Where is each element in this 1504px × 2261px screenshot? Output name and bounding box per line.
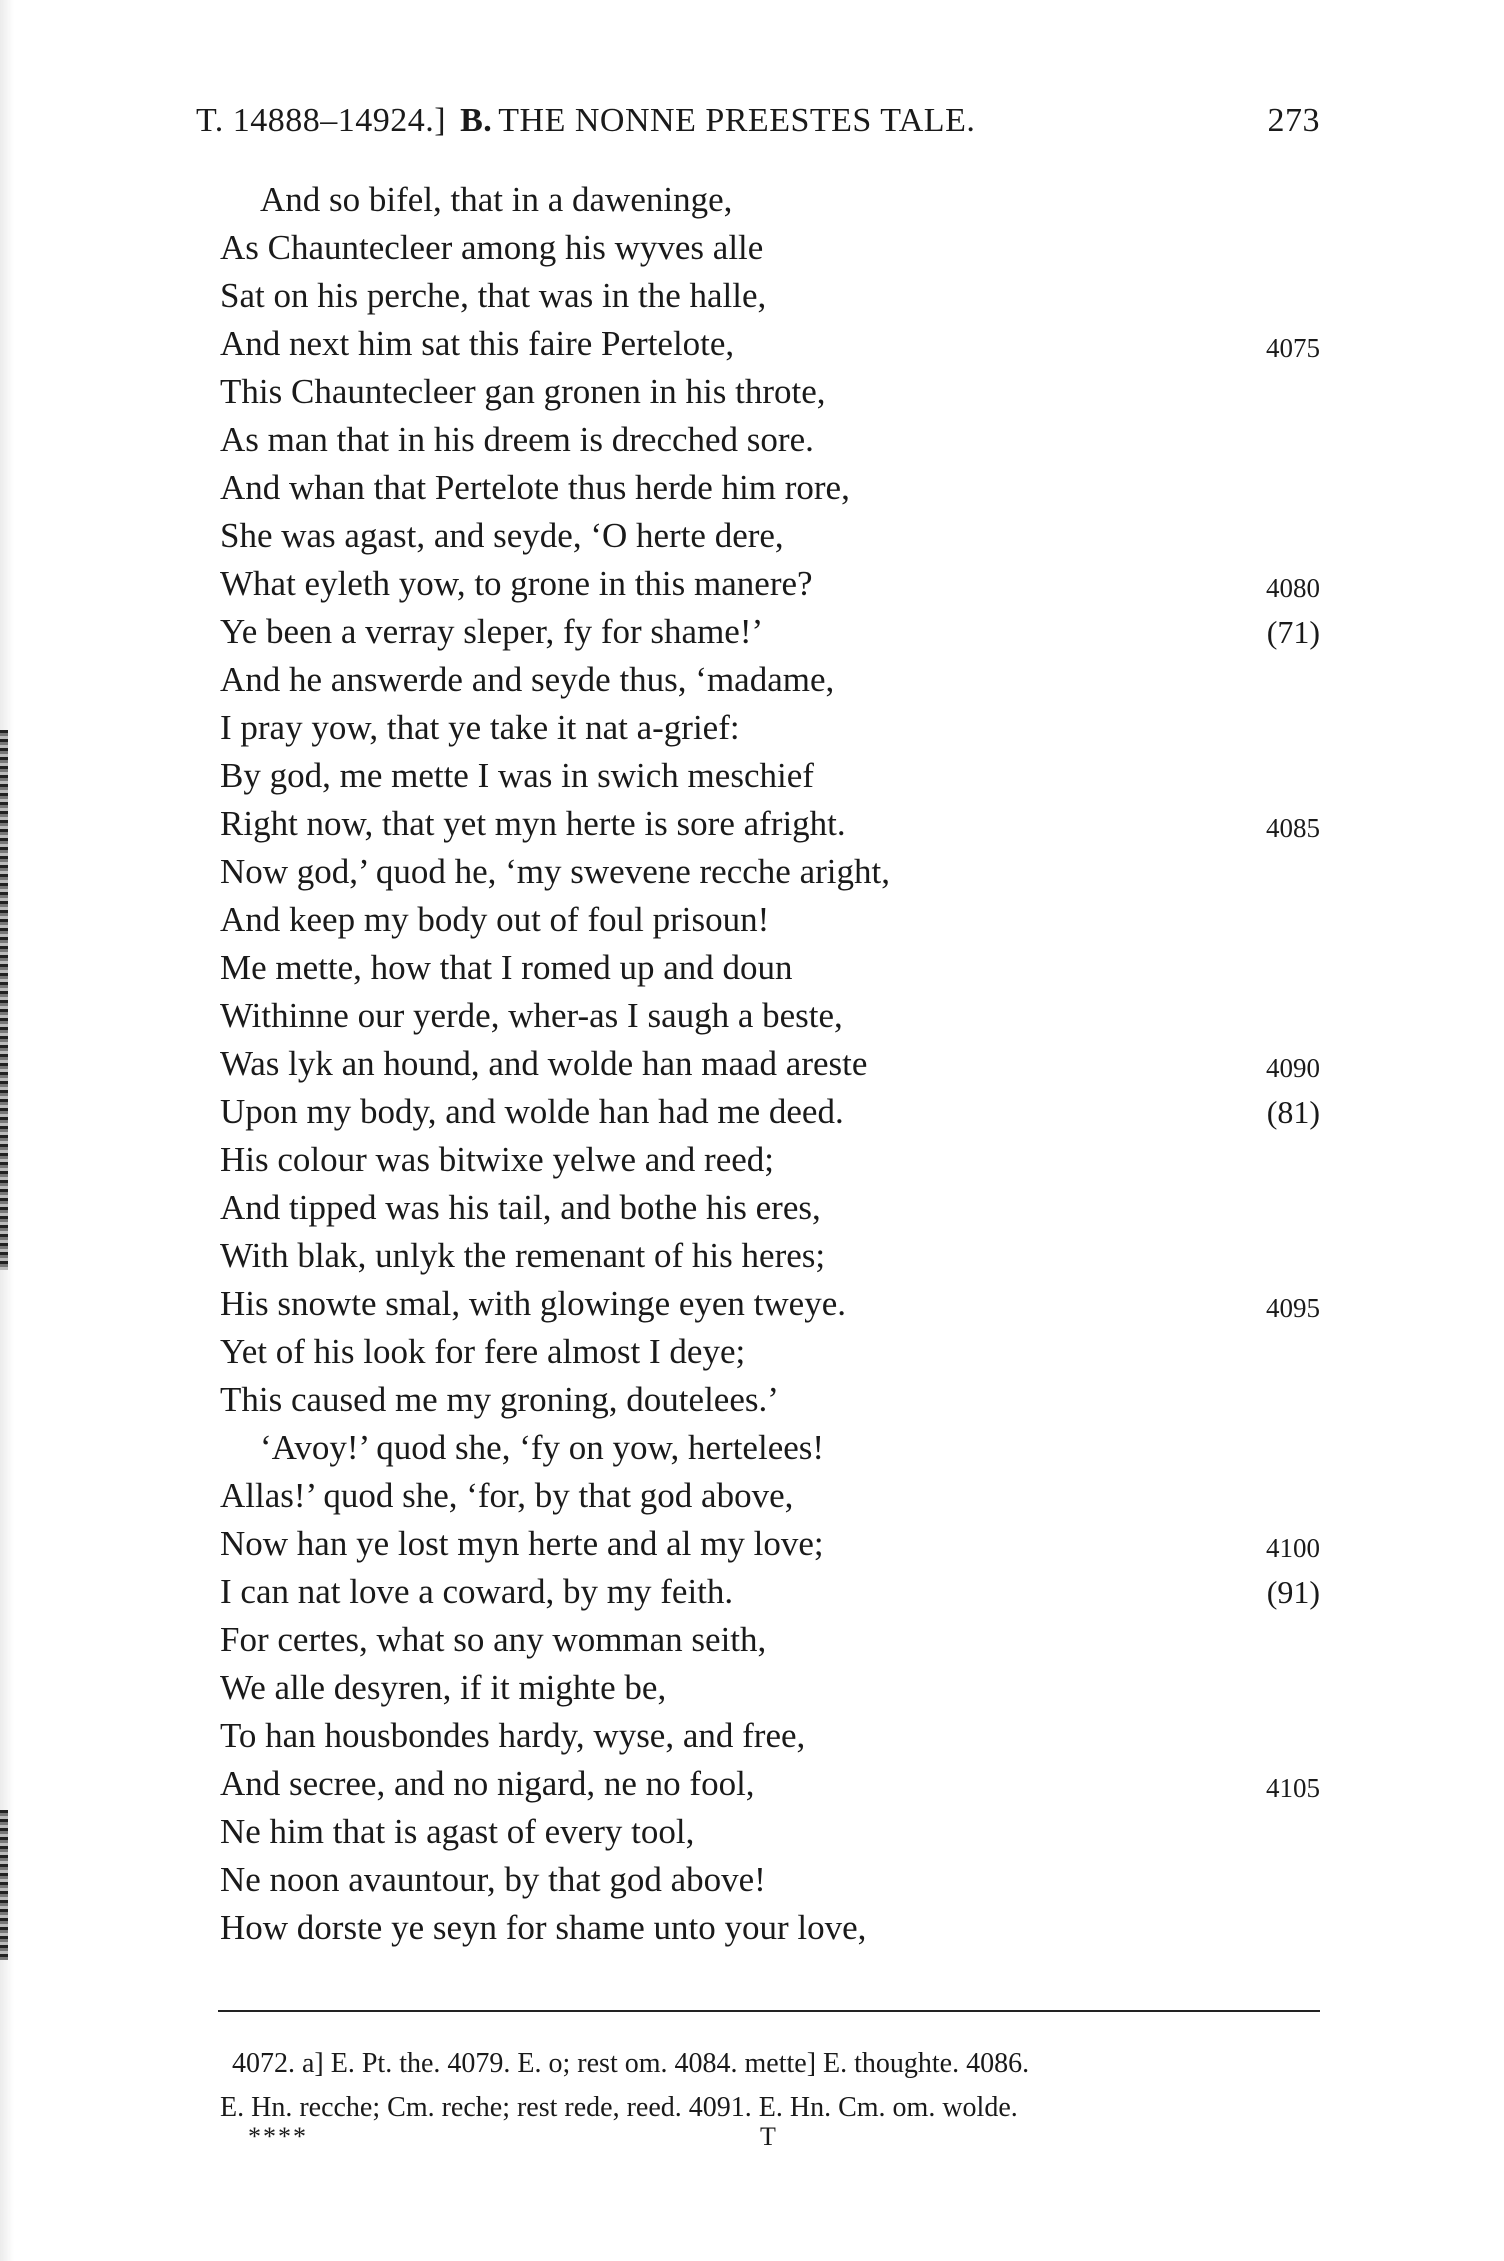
line-number: 4105: [1266, 1773, 1320, 1803]
line-number: 4075: [1266, 333, 1320, 363]
verse-line: [220, 176, 1320, 224]
line-number: (71): [1266, 614, 1320, 650]
verse-line: [220, 992, 1320, 1040]
verse-line: [220, 1856, 1320, 1904]
fragment-label: B.: [460, 102, 493, 139]
verse-text: Ye been a verray sleper, fy for shame!’: [220, 612, 764, 651]
verse-text: She was agast, and seyde, ‘O herte dere,: [220, 516, 784, 555]
tale-title: THE NONNE PREESTES TALE.: [498, 102, 976, 139]
line-number: 4080: [1266, 573, 1320, 603]
verse-line: [220, 320, 1320, 368]
verse-line: [220, 1472, 1320, 1520]
verse-text: By god, me mette I was in swich meschief: [220, 756, 814, 795]
line-number: (81): [1266, 1094, 1320, 1130]
verse-text: How dorste ye seyn for shame unto your love,: [220, 1908, 867, 1947]
line-number: 4100: [1266, 1533, 1320, 1563]
verse-line: [220, 848, 1320, 896]
verse-text: For certes, what so any womman seith,: [220, 1620, 767, 1659]
verse-line: [220, 1568, 1320, 1616]
verse-line: [220, 1040, 1320, 1088]
line-number: 4085: [1266, 813, 1320, 843]
signature-letter: T: [760, 2122, 778, 2151]
scan-edge-mark: [0, 730, 8, 1270]
verse-line: [220, 368, 1320, 416]
verse-line: [220, 272, 1320, 320]
verse-line: [220, 1088, 1320, 1136]
verse-text: Was lyk an hound, and wolde han maad areste: [220, 1044, 868, 1083]
footnote-line: E. Hn. recche; Cm. reche; rest rede, reed. 4091. E. Hn. Cm. om. wolde.: [220, 2092, 1018, 2123]
scan-edge-mark: [0, 1810, 8, 1960]
verse-text: I pray yow, that ye take it nat a-grief:: [220, 708, 740, 747]
verse-line: [220, 1280, 1320, 1328]
verse-line: [220, 1376, 1320, 1424]
verse-text: And so bifel, that in a daweninge,: [260, 180, 733, 219]
verse-text: ‘Avoy!’ quod she, ‘fy on yow, hertelees!: [260, 1428, 825, 1467]
verse-text: As man that in his dreem is drecched sore.: [220, 420, 814, 459]
verse-text: Upon my body, and wolde han had me deed.: [220, 1092, 844, 1131]
page-number: 273: [1267, 102, 1320, 139]
verse-text: And secree, and no nigard, ne no fool,: [220, 1764, 755, 1803]
verse-text: Me mette, how that I romed up and doun: [220, 948, 793, 987]
line-number: 4095: [1266, 1293, 1320, 1323]
verse-text: And whan that Pertelote thus herde him rore,: [220, 468, 850, 507]
verse-line: [220, 656, 1320, 704]
verse-line: [220, 464, 1320, 512]
line-number: (91): [1266, 1574, 1320, 1610]
verse-text: This Chauntecleer gan gronen in his throte,: [220, 372, 826, 411]
verse-text: And he answerde and seyde thus, ‘madame,: [220, 660, 835, 699]
verse-line: [220, 560, 1320, 608]
verse-text: Now god,’ quod he, ‘my swevene recche aright,: [220, 852, 890, 891]
line-range: T. 14888–14924.]: [196, 102, 447, 139]
verse-line: [220, 1232, 1320, 1280]
verse-text: What eyleth yow, to grone in this manere?: [220, 564, 813, 603]
verse-line: [220, 944, 1320, 992]
verse-line: [220, 1136, 1320, 1184]
verse-lines: [220, 176, 1320, 1952]
verse-line: [220, 1760, 1320, 1808]
verse-line: [220, 1808, 1320, 1856]
verse-text: We alle desyren, if it mighte be,: [220, 1668, 667, 1707]
verse-text: And next him sat this faire Pertelote,: [220, 324, 735, 363]
verse-text: With blak, unlyk the remenant of his heres;: [220, 1236, 826, 1275]
verse-line: [220, 896, 1320, 944]
verse-text: And keep my body out of foul prisoun!: [220, 900, 770, 939]
verse-line: [220, 1712, 1320, 1760]
verse-line: [220, 800, 1320, 848]
verse-text: Right now, that yet myn herte is sore afright.: [220, 804, 846, 843]
verse-line: [220, 1664, 1320, 1712]
verse-line: [220, 1328, 1320, 1376]
verse-text: To han housbondes hardy, wyse, and free,: [220, 1716, 806, 1755]
verse-line: [220, 704, 1320, 752]
footnotes: [220, 2042, 1320, 2130]
verse-line: [220, 1424, 1320, 1472]
verse-text: Yet of his look for fere almost I deye;: [220, 1332, 746, 1371]
verse-text: And tipped was his tail, and bothe his eres,: [220, 1188, 821, 1227]
verse-text: This caused me my groning, doutelees.’: [220, 1380, 779, 1419]
verse-text: Ne noon avauntour, by that god above!: [220, 1860, 766, 1899]
verse-text: Sat on his perche, that was in the halle,: [220, 276, 767, 315]
verse-text: Allas!’ quod she, ‘for, by that god above,: [220, 1476, 794, 1515]
verse-line: [220, 512, 1320, 560]
verse-line: [220, 1616, 1320, 1664]
running-head: [196, 102, 975, 140]
verse-text: His snowte smal, with glowinge eyen tweye.: [220, 1284, 847, 1323]
signature-mark: ****: [248, 2122, 308, 2151]
line-number: 4090: [1266, 1053, 1320, 1083]
verse-text: Now han ye lost myn herte and al my love;: [220, 1524, 824, 1563]
verse-text: His colour was bitwixe yelwe and reed;: [220, 1140, 775, 1179]
verse-line: [220, 1520, 1320, 1568]
verse-text: I can nat love a coward, by my feith.: [220, 1572, 734, 1611]
verse-text: Withinne our yerde, wher-as I saugh a beste,: [220, 996, 843, 1035]
footnote-line: 4072. a] E. Pt. the. 4079. E. o; rest om. 4084. mette] E. thoughte. 4086.: [232, 2048, 1030, 2079]
verse-line: [220, 224, 1320, 272]
verse-text: As Chauntecleer among his wyves alle: [220, 228, 764, 267]
verse-line: [220, 416, 1320, 464]
running-header: [196, 102, 1320, 150]
verse-line: [220, 1904, 1320, 1952]
verse-line: [220, 752, 1320, 800]
verse-text: Ne him that is agast of every tool,: [220, 1812, 695, 1851]
verse-line: [220, 1184, 1320, 1232]
footnote-rule: [218, 2010, 1320, 2012]
verse-line: [220, 608, 1320, 656]
